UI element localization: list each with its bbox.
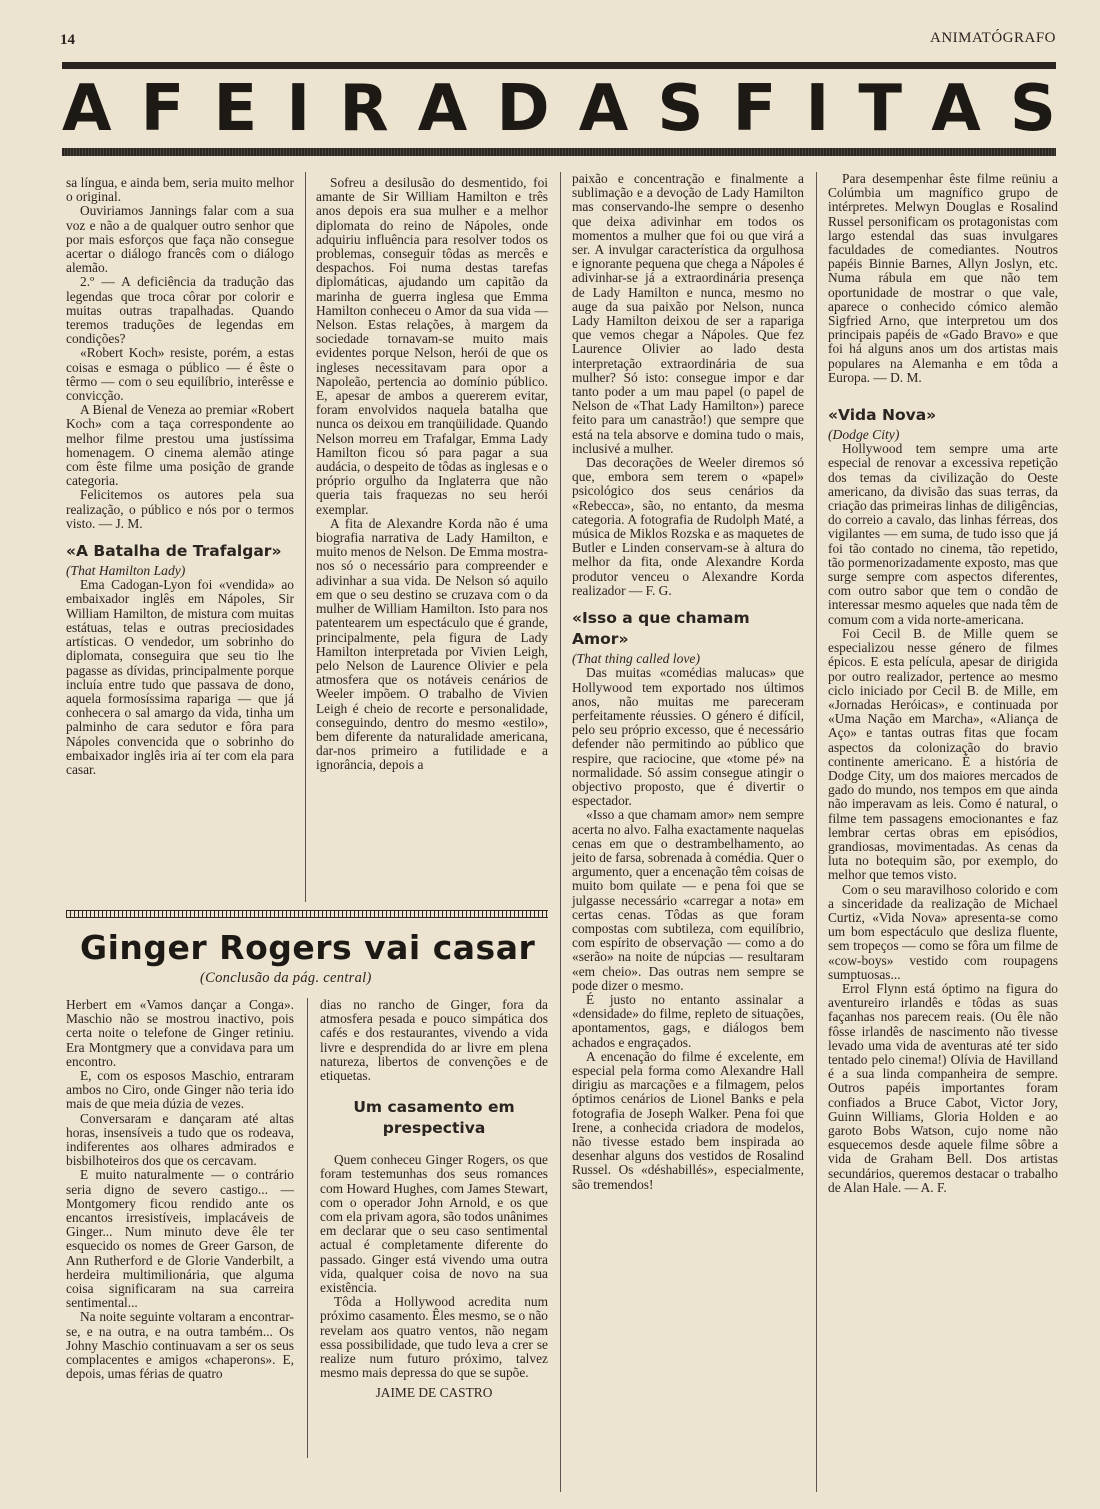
column-divider (305, 172, 306, 902)
title-letter: I (286, 72, 311, 146)
paragraph: A fita de Alexandre Korda não é uma biografia narrativa de Lady Hamilton, e muito menos de Nelson. De Emma mostra-nos só o necessário para compreender e adivinhar a sua vida. De Nelson só aquilo em que o seu destino se cruzava com o da mulher de William Hamilton. Isto para nos patentearem um espectáculo que é grande, principalmente, pela figura de Lady Hamilton interpretada por Vivien Leigh, pelo Nelson de Laurence Olivier e pela atmosfera que os notáveis cenários de Weeler impõem. O trabalho de Vivien Leigh é cheio de recorte e personalidade, conseguindo, dentro do mesmo «estilo», bem diferente da naturalidade americana, dar-nos primeiro a futilidade e a ignorância, depois a (316, 515, 548, 773)
column-4 (828, 172, 1058, 1195)
paragraph: Sofreu a desilusão do desmentido, foi amante de Sir William Hamilton e três anos depois era sua mulher e a melhor diplomata do reino de Nápoles, onde adquiriu influência para resolver todos os problemas, conseguir tôdas as mercês e despachos. Foi numa destas tarefas diplomáticas, ajudando um capitão da marinha de guerra inglesa que Emma Hamilton conheceu o Amor da sua vida — Nelson. Estas relações, à margem da sociedade tornavam-se muito mais evidentes porque Nelson, herói de que os ingleses necessitavam para opor a Napoleão, pertencia ao domínio público. E, apesar de ambos a quererem evitar, foram envolvidos naquela batalha que nunca os deixou em tranqüilidade. Quando Nelson morreu em Trafalgar, Emma Lady Hamilton ficou só para pagar a sua audácia, o despeito de tôdas as inglesas e o próprio orgulho da Inglaterra que não queria tais fraquezas no seu herói exemplar. (316, 175, 548, 517)
ginger-column-left (66, 998, 294, 1381)
paragraph: Das muitas «comédias malucas» que Hollywood tem exportado nos últimos anos, não muitas me pareceram perfeitamente réussies. O género é difícil, pelo seu próprio excesso, que é necessário defender não permitindo ao público que respire, que raciocine, que «tome pé» na normalidade. Só assim consegue atingir o objectivo proposto, que é divertir o espectador. (572, 665, 804, 809)
paragraph: Quem conheceu Ginger Rogers, os que foram testemunhas dos seus romances com Howard Hughes, com James Stewart, com o operador John Arnold, e os que com ela privam agora, são todos unânimes em declarar que o seu caso sentimental actual é completamente diferente do passado. Ginger está vivendo uma outra vida, qualquer coisa de novo na sua existência. (320, 1152, 548, 1296)
ginger-headline: Ginger Rogers vai casar (80, 928, 536, 967)
paragraph: Para desempenhar êste filme reüniu a Colúmbia um magnífico grupo de intérpretes. Melwyn Douglas e Rosalind Russel personificam os protagonistas com largo estendal das suas invulgares faculdades de comediantes. Noutros papéis Binnie Barnes, Allyn Joslyn, etc. Numa rábula em que não tem oportunidade de mostrar o que vale, aparece o conhecido cómico alemão Sigfried Arno, que interpretou um dos principais papéis de «Gado Bravo» e que foi há alguns anos um dos artistas mais populares na Alemanha e em tôda a Europa. — D. M. (828, 171, 1058, 385)
magazine-name: ANIMATÓGRAFO (929, 30, 1056, 46)
column-divider (307, 998, 308, 1458)
ginger-right-paragraphs (320, 998, 548, 1083)
title-letter: A (62, 72, 112, 146)
paragraph: paixão e concentração e finalmente a sublimação e a devoção de Lady Hamilton mas conservando-lhe sempre o desenho que deixa adivinhar em todos os momentos a mulher que foi ou que virá a ser. A invulgar característica da orgulhosa e ignorante pequena que chega a Nápoles é adivinhar-se já a extraordinária presença de Lady Hamilton e nunca, mesmo no auge da sua paixão por Nelson, nunca Lady Hamilton deixou de ser a rapariga que vemos chegar a Nápoles. Que fez Laurence Olivier ao lado desta interpretação extraordinária de sua mulher? Só isto: consegue impor e dar tanto poder a um mau papel (o papel de Nelson de «That Lady Hamilton») parece feito para um canastrão!) que sempre que está na tela absorve e domina tudo o mais, inclusivé a mulher. (572, 171, 804, 456)
page-number: 14 (60, 32, 75, 48)
paragraph: A Bienal de Veneza ao premiar «Robert Koch» com a taça correspondente ao melhor filme prestou uma justíssima homenagem. O cinema alemão atinge com êste filme uma posição de grande categoria. (66, 402, 294, 489)
paragraph: A encenação do filme é excelente, em especial pela forma como Alexandre Hall dirigiu as marcações e a filmagem, pelos óptimos cenários de Lionel Banks e pela fotografia de Joseph Walker. Pena foi que Irene, a conhecida criadora de modelos, não tivesse estado bem inspirada ao desenhar alguns dos vestidos de Rosalind Russel. Os «déshabillés», especialmente, são tremendos! (572, 1048, 804, 1192)
ginger-signature: JAIME DE CASTRO (375, 1385, 493, 1401)
original-title-vida-nova: (Dodge City) (828, 427, 900, 443)
paragraph: 2.º — A deficiência da tradução das legendas que troca côrar por colorir e muitas outras trapalhadas. Quando teremos traduções de legendas em condições? (66, 274, 294, 347)
column-3 (572, 172, 804, 1192)
paragraph: É justo no entanto assinalar a «densidade» do filme, repleto de situações, apontamentos, gags, e diálogos bem achados e engraçados. (572, 991, 804, 1050)
ginger-left-paragraphs (66, 998, 294, 1381)
title-letter: E (213, 72, 258, 146)
review-heading-trafalgar: «A Batalha de Trafalgar» (66, 542, 282, 561)
original-title-trafalgar: (That Hamilton Lady) (66, 563, 186, 579)
ginger-column-right (320, 998, 548, 1401)
ginger-right-paragraphs2 (320, 1153, 548, 1380)
paragraph: dias no rancho de Ginger, fora da atmosfera pesada e pouco simpática dos cafés e dos restaurantes, vivendo a vida livre e desprendida do ar livre em plena natureza, libertos de convenções e de etiquetas. (320, 997, 548, 1084)
column-divider (560, 172, 561, 1492)
paragraph: «Isso a que chamam amor» nem sempre acerta no alvo. Falha exactamente naquelas cenas em que o destrambelhamento, ao jeito de farsa, sobrenada à comédia. Quer o argumento, quer a encenação têm coisas de muito bom quilate — e pena foi que se julgasse necessário «carregar a nota» em certas cenas. Tôdas as que foram compostas com subtileza, com equilíbrio, com espírito de observação — como a do «serão» na noite de núpcias — resultaram «em cheio». Das outras nem sempre se pode dizer o mesmo. (572, 807, 804, 993)
column-divider (816, 172, 817, 1492)
paragraph: Tôda a Hollywood acredita num próximo casamento. Êles mesmo, se o não revelam aos quatro ventos, não negam essa possibilidade, que tudo leva a crer se realize num futuro próximo, talvez mesmo mais depressa do que se supõe. (320, 1294, 548, 1381)
paragraph: Herbert em «Vamos dançar a Conga». Maschio não se mostrou inactivo, pois certa noite o telefone de Ginger retiniu. Era Montgmery que a convidava para um encontro. (66, 997, 294, 1069)
title-letter: S (657, 72, 704, 146)
col3-paragraphs2 (572, 666, 804, 1192)
paragraph: Ouviriamos Jannings falar com a sua voz e não a de qualquer outro senhor que por mais esforços que faça não consegue acertar o diálogo francês com o diálogo alemão. (66, 203, 294, 276)
col2-paragraphs (316, 176, 548, 773)
paragraph: Felicitemos os autores pela sua realização, o público e nós por o termos visto. — J. M. (66, 487, 294, 531)
bottom-rule (62, 148, 1056, 156)
paragraph: E muito naturalmente — o contrário seria digno de severo castigo... — Montgomery ficou rendido ante os encantos irresistíveis, implacáveis de Ginger... Num minuto deve êle ter esquecido os nomes de Greer Garson, de Ann Rutherford e de Glorie Vanderbilt, a herdeira multimilionária, que alguma coisa significaram na sua carreira sentimental... (66, 1167, 294, 1311)
review-heading-vida-nova: «Vida Nova» (828, 406, 937, 425)
title-letter: T (858, 72, 903, 146)
title-letter: A (417, 72, 468, 146)
article-separator (66, 910, 548, 918)
title-letter: A (931, 72, 981, 146)
title-letter: R (339, 72, 389, 146)
column-2 (316, 176, 548, 773)
col1-paragraphs (66, 176, 294, 531)
column-1 (66, 176, 294, 777)
title-letter: A (578, 72, 629, 146)
paragraph: Conversaram e dançaram até altas horas, insensíveis a tudo que os rodeava, indiferentes aos olhares admirados e bisbilhoteiros dos que os cercavam. (66, 1110, 294, 1169)
original-title-amor: (That thing called love) (572, 651, 700, 667)
paragraph: Na noite seguinte voltaram a encontrar-se, e na outra, e na outra também... Os Johny Maschio continuavam a ser os seus complacentes e amigos «chaperons». E, depois, umas férias de quatro (66, 1309, 294, 1382)
title-letter: F (140, 72, 185, 146)
paragraph: Ema Cadogan-Lyon foi «vendida» ao embaixador inglês em Nápoles, Sir William Hamilton, de mistura com muitas estátuas, telas e outras preciosidades artísticas. O vendedor, um sobrinho do diplomata, conseguira que seu tio lhe pagasse as dívidas, principalmente porque incluía entre tudo que passava de dono, aquela formosíssima rapariga — que já conhecera o sal amargo da vida, tinha um palminho de cara sedutor e fôra para Nápoles convencida que o sobrinho do embaixador inglês iria aí ter com ela para casar. (66, 577, 294, 777)
top-rule (62, 62, 1056, 69)
title-letter: F (732, 72, 777, 146)
col4-paragraphs2 (828, 442, 1058, 1195)
ginger-subheading: Um casamento em prespectiva (353, 1098, 515, 1138)
paragraph: Foi Cecil B. de Mille quem se especializou nesse género de filmes épicos. E esta película, apesar de dirigida por outro realizador, pertence ao mesmo ciclo iniciado por Cecil B. de Mille, em «Jornadas Heróicas», e continuada por «Uma Nação em Marcha», «Aliança de Aço» e tantas outras fitas que focam aspectos da colonização do bravio continente americano. É a história de Dodge City, um dos maiores mercados de gado do mundo, nos tempos em que ainda não imperavam as leis. Como é natural, o filme tem passagens emocionantes e faz lembrar certas obras em episódios, grandiosas, movimentadas. As cenas da luta no botequim são, por exemplo, do melhor que temos visto. (828, 625, 1058, 883)
paragraph: Com o seu maravilhoso colorido e com a sinceridade da realização de Michael Curtiz, «Vida Nova» apresenta-se como um bom espectáculo que desliza fluente, sem tropeços — como se fôra um filme de «cow-boys» vestido com roupagens sumptuosas... (828, 881, 1058, 982)
title-letter: I (805, 72, 830, 146)
title-letter: S (1009, 72, 1056, 146)
review-heading-amor: «Isso a que chamam Amor» (572, 609, 750, 649)
paragraph: Hollywood tem sempre uma arte especial de renovar a excessiva repetição dos temas da civilização do Oeste americano, da divisão das suas terras, da criação das primeiras linhas de diligências, do correio a cavalo, das linhas férreas, dos vigilantes — em suma, de tudo isso que já foi tão contado no cinema, tão repetido, tão pormenorizadamente exposto, mas que surge sempre com aspectos diferentes, com outro sabor que tem o condão de interessar mesmo aqueles que nada têm de comum com a vida norte-americana. (828, 441, 1058, 627)
paragraph: E, com os esposos Maschio, entraram ambos no Ciro, onde Ginger não teria ido mais de que meia dúzia de vezes. (66, 1068, 294, 1112)
paragraph: «Robert Koch» resiste, porém, a estas coisas e esmaga o público — é êste o têrmo — com o seu equilíbrio, interêsse e convicção. (66, 345, 294, 404)
title-letter: D (496, 72, 550, 146)
paragraph: Errol Flynn está óptimo na figura do aventureiro irlandês e tôdas as suas façanhas nos parecem reais. (Ou êle não fôsse irlandês de nascimento não tivesse levado uma vida de aventuras até ter sido tentado pelo cinema!) Olívia de Havilland é a sua linda companheira de sempre. Outros papéis importantes foram confiados a Bruce Cabot, Victor Jory, Guinn Williams, Gloria Holden e ao garoto Bobs Watson, cujo nome não esquecemos desde aquele filme sôbre a vida de Graham Bell. Dos artistas secundários, queremos destacar o trabalho de Alan Hale. — A. F. (828, 980, 1058, 1195)
col4-paragraphs (828, 172, 1058, 385)
section-title (62, 70, 1056, 148)
paragraph: sa língua, e ainda bem, seria muito melhor o original. (66, 175, 294, 205)
col1-paragraphs2 (66, 578, 294, 777)
paragraph: Das decorações de Weeler diremos só que, embora sem terem o «papel» psicológico dos seus cenários da «Rebecca», são, no entanto, da mesma categoria. A fotografia de Rudolph Maté, a música de Miklos Rozska e as maquetes de Butler e Linden conservam-se à altura do melhor da fita, onde Alexandre Korda produtor venceu o Alexandre Korda realizador — F. G. (572, 455, 804, 598)
col3-paragraphs (572, 172, 804, 598)
ginger-subtitle: (Conclusão da pág. central) (200, 970, 372, 986)
